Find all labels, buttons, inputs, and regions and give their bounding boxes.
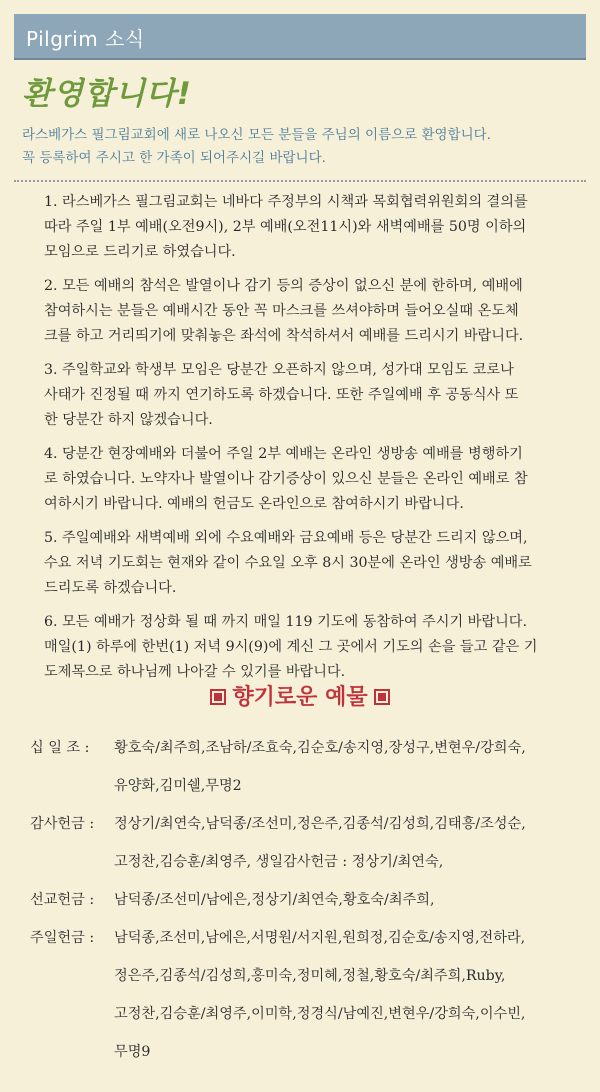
notice-line: 사태가 진정될 때 까지 연기하도록 하겠습니다. 또한 주일예배 후 공동식사 또 bbox=[44, 387, 519, 403]
notice-line: 2. 모든 예배의 참석은 발열이나 감기 등의 증상이 없으신 분에 한하며, 예배에 bbox=[44, 278, 523, 294]
intro-line: 라스베가스 필그림교회에 새로 나오신 모든 분들을 주님의 이름으로 환영합니다. bbox=[22, 127, 491, 143]
notice-line: 참여하시는 분들은 예배시간 동안 꼭 마스크를 쓰셔야하며 들어오실때 온도체 bbox=[44, 303, 519, 319]
offering-label: 주일헌금 : bbox=[30, 930, 95, 946]
notice-line: 크를 하고 거리띄기에 맞춰놓은 좌석에 착석하셔서 예배를 드리시기 바랍니다. bbox=[44, 328, 524, 344]
welcome-heading: 환영합니다! bbox=[22, 76, 192, 112]
notice-item bbox=[44, 358, 584, 433]
offering-label: 선교헌금 : bbox=[30, 892, 95, 908]
notice-line: 한 당분간 하지 않겠습니다. bbox=[44, 412, 213, 428]
header-bar bbox=[14, 14, 586, 60]
offering-names: 정상기/최연숙,남덕종/조선미,정은주,김종석/김성희,김태흥/조성순, bbox=[114, 816, 526, 832]
offering-heading bbox=[0, 680, 600, 711]
intro-text bbox=[22, 124, 586, 170]
offering-names: 정은주,김종석/김성희,홍미숙,정미혜,정철,황호숙/최주희,Ruby, bbox=[114, 968, 506, 984]
offering-names: 황호숙/최주희,조남하/조효숙,김순호/송지영,장성구,변현우/강희숙, bbox=[114, 740, 526, 756]
offering-row-continued bbox=[30, 774, 590, 812]
notice-line: 4. 당분간 현장예배와 더불어 주일 2부 예배는 온라인 생방송 예배를 병행하기 bbox=[44, 446, 523, 462]
intro-line: 꼭 등록하여 주시고 한 가족이 되어주시길 바랍니다. bbox=[22, 150, 326, 166]
square-bullet-icon bbox=[374, 689, 390, 705]
header-title: Pilgrim 소식 bbox=[26, 27, 145, 51]
notice-item bbox=[44, 190, 584, 265]
notice-line: 로 하였습니다. 노약자나 발열이나 감기증상이 있으신 분들은 온라인 예배로 참 bbox=[44, 471, 528, 487]
offering-row bbox=[30, 926, 590, 964]
notice-item bbox=[44, 526, 584, 601]
offering-names: 남덕종/조선미/남에은,정상기/최연숙,황호숙/최주희, bbox=[114, 892, 435, 908]
dotted-divider bbox=[14, 180, 586, 182]
notice-line: 드리도록 하겠습니다. bbox=[44, 580, 177, 596]
offering-row-continued bbox=[30, 964, 590, 1002]
offering-title-text: 향기로운 예물 bbox=[232, 685, 368, 710]
notice-list bbox=[44, 190, 584, 694]
offering-row-continued bbox=[30, 1002, 590, 1040]
notice-item bbox=[44, 442, 584, 517]
offering-row-continued bbox=[30, 1040, 590, 1078]
offering-names: 고정찬,김승훈/최영주, 생일감사헌금 : 정상기/최연숙, bbox=[114, 854, 444, 870]
offering-label: 감사헌금 : bbox=[30, 816, 95, 832]
notice-line: 5. 주일예배와 새벽예배 외에 수요예배와 금요예배 등은 당분간 드리지 않으며, bbox=[44, 530, 528, 546]
notice-line: 따라 주일 1부 예배(오전9시), 2부 예배(오전11시)와 새벽예배를 50명 이하의 bbox=[44, 219, 527, 235]
offering-names: 고정찬,김승훈/최영주,이미학,정경식/남예진,변현우/강희숙,이수빈, bbox=[114, 1006, 526, 1022]
notice-line: 6. 모든 예배가 정상화 될 때 까지 매일 119 기도에 동참하여 주시기 바랍니다. bbox=[44, 614, 527, 630]
offering-row bbox=[30, 888, 590, 926]
offering-names: 남덕종,조선미,남에은,서명원/서지원,원희정,김순호/송지영,전하라, bbox=[114, 930, 526, 946]
offering-row bbox=[30, 812, 590, 850]
offering-row bbox=[30, 736, 590, 774]
offering-names: 무명9 bbox=[114, 1044, 151, 1060]
offering-row-continued bbox=[30, 850, 590, 888]
offering-names: 유양화,김미쉘,무명2 bbox=[114, 778, 242, 794]
offering-list bbox=[30, 736, 590, 1078]
notice-line: 모임으로 드리기로 하였습니다. bbox=[44, 244, 236, 260]
square-bullet-icon bbox=[210, 689, 226, 705]
notice-line: 도제목으로 하나님께 나아갈 수 있기를 바랍니다. bbox=[44, 664, 346, 680]
notice-line: 1. 라스베가스 필그림교회는 네바다 주정부의 시책과 목회협력위원회의 결의를 bbox=[44, 194, 528, 210]
notice-line: 여하시기 바랍니다. 예배의 헌금도 온라인으로 참여하시기 바랍니다. bbox=[44, 496, 464, 512]
notice-line: 3. 주일학교와 학생부 모임은 당분간 오픈하지 않으며, 성가대 모임도 코로나 bbox=[44, 362, 514, 378]
notice-item bbox=[44, 274, 584, 349]
offering-label: 십 일 조 : bbox=[30, 740, 90, 756]
notice-line: 수요 저녁 기도회는 현재와 같이 수요일 오후 8시 30분에 온라인 생방송 예배로 bbox=[44, 555, 532, 571]
notice-item bbox=[44, 610, 584, 685]
notice-line: 매일(1) 하루에 한번(1) 저녁 9시(9)에 계신 그 곳에서 기도의 손을 들고 같은 기 bbox=[44, 639, 538, 655]
